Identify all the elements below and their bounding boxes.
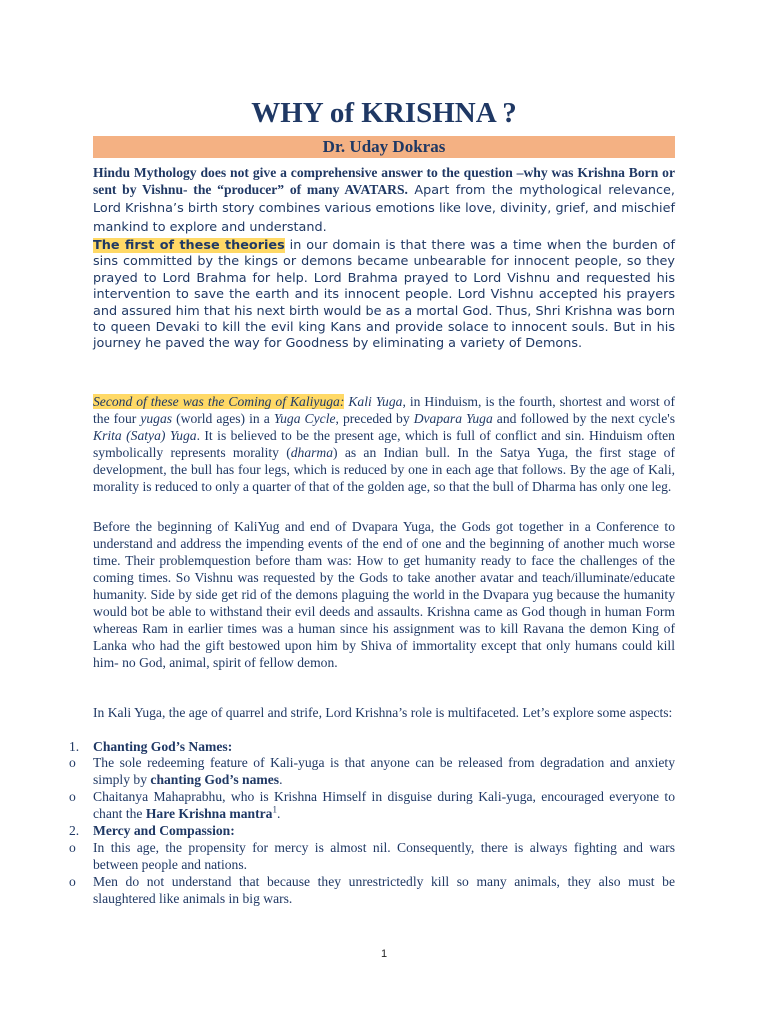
list-number: 2. [69,823,80,838]
subitem-bold: Hare Krishna mantra [145,806,273,821]
second-theory-text-2: (world ages) in a [172,411,274,426]
first-theory-paragraph [93,238,675,353]
list-item-title: Chanting God’s Names: [93,739,233,754]
kali-role-paragraph: In Kali Yuga, the age of quarrel and strife, Lord Krishna’s role is multifaceted. Let’s explore some aspects: [93,705,673,720]
subitem-text: The sole redeeming feature of Kali-yuga is that anyone can be released from degradation and anxiety simply by [93,755,675,787]
second-theory-text-6: ) as an Indian bull. In the Satya Yuga, the first stage of development, the bull has four legs, which is reduced by one in each age that follows. By the age of Kali, morality is reduced to only a quarter of that of the golden age, so that the bull of Dharma has only one leg. [93,445,675,494]
subitem-end: . [276,806,281,821]
subitem-end: . [279,772,283,787]
list-subitem [69,873,675,907]
list-number: 1. [69,739,80,754]
footnote-link[interactable]: 1 [272,804,277,815]
document-title: WHY of KRISHNA ? [251,97,517,129]
conference-paragraph: Before the beginning of KaliYug and end of Dvapara Yuga, the Gods got together in a Conference to understand and address the impending events of the end of one and the beginning of another much worse time. Their problemquestion before tham was: How to get humanity ready to face the challenges of the coming times. So Vishnu was requested by the Gods to take another avatar and teach/illuminate/educate humanity. Side by side get rid of the demons plaguing the world in the Dvapara yug because the humanity would bot be able to withstand their evil deeds and assaults. Krishna came as God though in human Form whereas Ram in earlier times was a human since his assignment was to kill Ravana the demon King of Lanka who had the gift bestowed upon him by Shiva of immortality except that only humans could kill him- no God, animal, spirit of fellow demon. [93,519,675,670]
list-item [69,738,675,755]
intro-bold-text: Hindu Mythology does not give a comprehensive answer to the question –why was Krishna Born or sent by Vishnu- the “producer” of many AVATARS. [93,165,675,197]
dvapara-term: Dvapara Yuga [413,411,493,426]
second-theory-text-5: . It is believed to be the present age, which is full of conflict and sin. Hinduism often symbolically represents morality ( [93,428,675,460]
list-subitem-text: In this age, the propensity for mercy is almost nil. Consequently, there is always fighting and wars between people and nations. [93,840,675,872]
intro-rest-text: Apart from the mythological relevance, Lord Krishna’s birth story combines various emotions like love, divinity, grief, and mischief mankind to explore and understand. [93,183,675,235]
dharma-term: dharma [290,445,334,460]
list-subitem [69,788,675,822]
list-subitem-text [93,788,675,822]
list-subitem-text: Men do not understand that because they unrestrictedly kill so many animals, they also must be slaughtered like animals in big wars. [93,874,675,906]
list-subitem-text [93,754,675,788]
intro-paragraph [93,164,675,236]
subitem-text: Chaitanya Mahaprabhu, who is Krishna Himself in disguise during Kali-yuga, encouraged everyone to chant the [93,789,675,821]
list-subitem [69,839,675,873]
bullet-marker: o [69,840,76,855]
subitem-bold: chanting God’s names [150,772,280,787]
list-item [69,822,675,839]
krita-term: Krita (Satya) Yuga [93,428,197,443]
bullet-marker: o [69,789,76,804]
list-item-title: Mercy and Compassion: [93,823,235,838]
second-theory-text-1: , in Hinduism, is the fourth, shortest and worst of the four [93,394,675,426]
bullet-marker: o [69,874,76,889]
bullet-marker: o [69,755,76,770]
yuga-cycle-term: Yuga Cycle [273,411,336,426]
author-banner: Dr. Uday Dokras [93,136,675,158]
second-theory-text-3: , preceded by [335,411,414,426]
yugas-term: yugas [140,411,173,426]
list-subitem [69,754,675,788]
first-theory-highlight: The first of these theories [93,238,285,253]
page-number: 1 [380,948,388,960]
first-theory-text: in our domain is that there was a time when the burden of sins committed by the kings or demons became unbearable for innocent people, so they prayed to Lord Brahma for help. Lord Brahma prayed to Lord Vishnu and requested his intervention to save the earth and its innocent people. Lord Vishnu accepted his prayers and assured him that his next birth would be as a mortal God. Thus, Shri Krishna was born to queen Devaki to kill the evil king Kans and provide solace to innocent souls. But in his journey he paved the way for Goodness by eliminating a variety of Demons. [93,238,675,352]
second-theory-text-4: and followed by the next cycle's [492,411,675,426]
second-theory-paragraph [93,393,675,495]
kali-yuga-term: Kali Yuga [348,394,403,409]
second-theory-highlight: Second of these was the Coming of Kaliyuga: [93,394,345,409]
